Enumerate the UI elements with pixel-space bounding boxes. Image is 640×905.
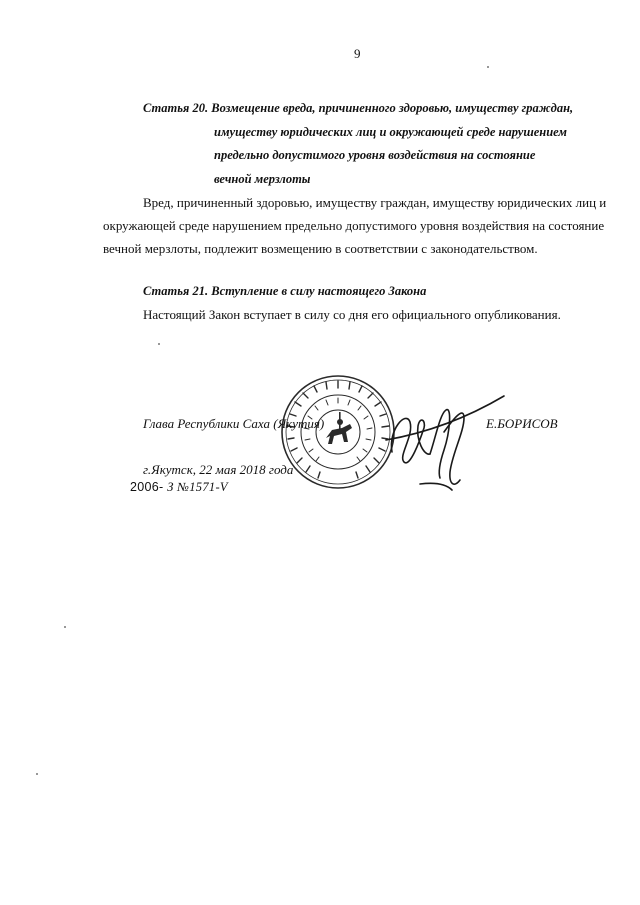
article-20-body-line-1: Вред, причиненный здоровью, имуществу граждан, имуществу юридических лиц и: [143, 195, 607, 210]
article-20-body-line-2: окружающей среде нарушением предельно допустимого уровня воздействия на состояние: [103, 218, 605, 233]
registration-number: [130, 480, 228, 495]
scan-speck: [64, 626, 66, 628]
page-number: 9: [354, 46, 361, 61]
registration-suffix: З №1571-V: [167, 480, 228, 494]
article-20-heading-line-2: имуществу юридических лиц и окружающей среде нарушением: [214, 125, 567, 139]
scan-speck: [36, 773, 38, 775]
article-20-heading-line-1: Статья 20. Возмещение вреда, причиненного здоровью, имуществу граждан,: [143, 101, 574, 115]
article-20-heading-line-4: вечной мерзлоты: [214, 172, 311, 186]
scan-speck: [158, 343, 160, 345]
signing-place-date: г.Якутск, 22 мая 2018 года: [143, 462, 294, 477]
handwritten-signature: [380, 392, 510, 512]
signatory-position: Глава Республики Саха (Якутия): [143, 416, 325, 431]
article-20-heading-line-3: предельно допустимого уровня воздействия на состояние: [214, 148, 536, 162]
article-21-body: Настоящий Закон вступает в силу со дня его официального опубликования.: [143, 307, 561, 322]
registration-prefix: 2006-: [130, 480, 168, 494]
article-20-body-line-3: вечной мерзлоты, подлежит возмещению в соответствии с законодательством.: [103, 241, 538, 256]
signatory-name: Е.БОРИСОВ: [486, 416, 558, 431]
article-21-heading: Статья 21. Вступление в силу настоящего Закона: [143, 284, 427, 298]
scan-speck: [487, 66, 489, 68]
